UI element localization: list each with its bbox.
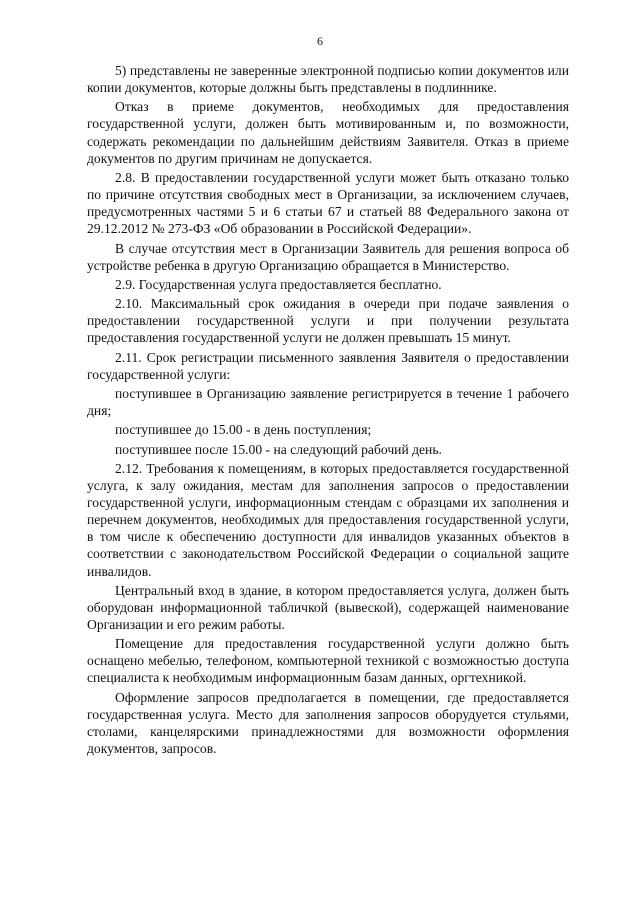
paragraph: Отказ в приеме документов, необходимых для предоставления государственной услуги, должен быть мотивированным и, по возможности, содержать рекомендации по дальнейшим действиям Заявителя. Отказ в приеме документов по другим причинам не допускается. xyxy=(87,99,569,166)
paragraph: В случае отсутствия мест в Организации Заявитель для решения вопроса об устройстве ребенка в другую Организацию обращается в Министерство. xyxy=(87,240,569,273)
paragraph: поступившее после 15.00 - на следующий рабочий день. xyxy=(115,441,442,457)
paragraph: поступившее до 15.00 - в день поступления; xyxy=(115,422,372,438)
paragraph: Оформление запросов предполагается в помещении, где предоставляется государственная услуга. Место для заполнения запросов оборудуется стульями, столами, канцелярскими принадлежностями для возможности оформления документов, запросов. xyxy=(87,689,569,756)
paragraph: поступившее в Организацию заявление регистрируется в течение 1 рабочего дня; xyxy=(87,386,569,419)
paragraph: 2.11. Срок регистрации письменного заявления Заявителя о предоставлении государственной услуги: xyxy=(87,349,569,382)
paragraph: 2.10. Максимальный срок ожидания в очереди при подаче заявления о предоставлении государственной услуги и при получении результата предоставления государственной услуги не должен превышать 15 минут. xyxy=(87,296,569,346)
page-number: 6 xyxy=(317,34,323,48)
paragraph: Помещение для предоставления государственной услуги должно быть оснащено мебелью, телефоном, компьютерной техникой с возможностью доступа специалиста к необходимым информационным базам данных, оргтехникой. xyxy=(87,636,569,686)
paragraph: 5) представлены не заверенные электронной подписью копии документов или копии документов, которые должны быть представлены в подлиннике. xyxy=(87,63,569,96)
paragraph: 2.8. В предоставлении государственной услуги может быть отказано только по причине отсутствия свободных мест в Организации, за исключением случаев, предусмотренных частями 5 и 6 статьи 67 и статьей 88 Федерального закона от 29.12.2012 № 273-ФЗ «Об образовании в Российской Федерации». xyxy=(87,169,569,237)
paragraph: 2.12. Требования к помещениям, в которых предоставляется государственной услуга, к залу ожидания, местам для заполнения запросов о предоставлении государственной услуги, информационным стендам с образцами их заполнения и перечнем документов, необходимых для предоставления государственной услуги, в том числе к обеспечению доступности для инвалидов указанных объектов в соответствии с законодательством Российской Федерации о социальной защите инвалидов. xyxy=(87,460,569,579)
paragraph: 2.9. Государственная услуга предоставляется бесплатно. xyxy=(115,276,442,292)
paragraph: Центральный вход в здание, в котором предоставляется услуга, должен быть оборудован информационной табличкой (вывеской), содержащей наименование Организации и его режим работы. xyxy=(87,582,569,632)
document-body xyxy=(87,62,569,759)
